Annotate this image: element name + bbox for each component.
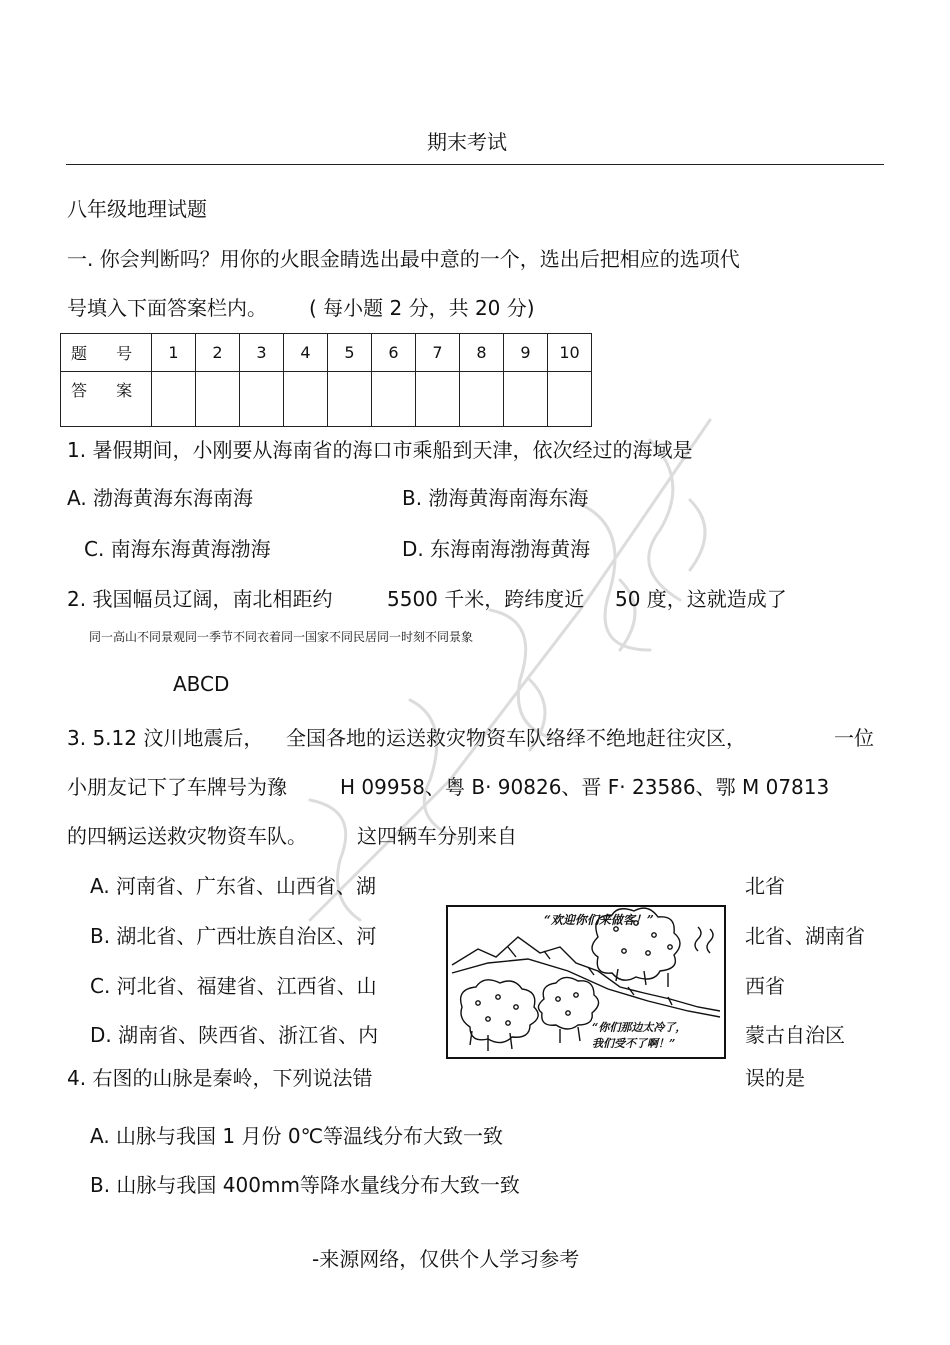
q2-options-compressed: 同一高山不同景观同一季节不同衣着同一国家不同民居同一时刻不同景象	[89, 630, 474, 644]
q1-option-c: C. 南海东海黄海渤海	[84, 537, 271, 561]
q3-option-d-right: 蒙古自治区	[745, 1023, 845, 1047]
q3-stem-line3a: 的四辆运送救灾物资车队。	[67, 824, 307, 848]
answer-label: 答 案	[61, 372, 152, 427]
question-number-cell: 2	[196, 334, 240, 372]
answer-cell[interactable]	[504, 372, 548, 427]
q3-option-c-left: C. 河北省、福建省、江西省、山	[90, 974, 377, 998]
q4-option-b: B. 山脉与我国 400mm等降水量线分布大致一致	[90, 1173, 520, 1197]
q3-option-c-right: 西省	[745, 974, 785, 998]
answer-cell[interactable]	[240, 372, 284, 427]
q3-stem-line1a: 3. 5.12 汶川地震后，	[67, 726, 264, 750]
q1-option-b: B. 渤海黄海南海东海	[402, 486, 589, 510]
section1-instruction-line2: 号填入下面答案栏内。	[67, 296, 267, 320]
footer-note: -来源网络，仅供个人学习参考	[312, 1247, 580, 1271]
q1-stem: 1. 暑假期间，小刚要从海南省的海口市乘船到天津，依次经过的海域是	[67, 438, 693, 462]
cartoon-caption-top: “欢迎你们来做客！”	[544, 913, 654, 927]
answer-cell[interactable]	[416, 372, 460, 427]
q3-option-b-left: B. 湖北省、广西壮族自治区、河	[90, 924, 377, 948]
question-number-cell: 5	[328, 334, 372, 372]
question-number-label: 题 号	[61, 334, 152, 372]
q4-option-a: A. 山脉与我国 1 月份 0℃等温线分布大致一致	[90, 1124, 504, 1148]
qinling-cartoon-figure	[446, 905, 726, 1059]
section1-instruction-line1: 一. 你会判断吗？用你的火眼金睛选出最中意的一个，选出后把相应的选项代	[67, 247, 740, 271]
q3-option-a-left: A. 河南省、广东省、山西省、湖	[90, 874, 377, 898]
answer-table-answer-row	[61, 372, 592, 427]
question-number-cell: 10	[548, 334, 592, 372]
q1-option-d: D. 东海南海渤海黄海	[402, 537, 591, 561]
question-number-cell: 7	[416, 334, 460, 372]
q4-stem-right: 误的是	[745, 1066, 805, 1090]
watermark-graphic	[150, 380, 750, 940]
question-number-cell: 3	[240, 334, 284, 372]
cartoon-caption-bottom-line2: 我们受不了啊！”	[592, 1037, 676, 1050]
answer-cell[interactable]	[196, 372, 240, 427]
cartoon-caption-bottom-line1: “你们那边太冷了，	[592, 1021, 687, 1034]
q2-stem-part1: 2. 我国幅员辽阔，南北相距约	[67, 587, 333, 611]
question-number-cell: 8	[460, 334, 504, 372]
section1-score-note: ( 每小题 2 分，共 20 分)	[309, 296, 535, 320]
q3-stem-line1c: 一位	[834, 726, 874, 750]
q3-option-b-right: 北省、湖南省	[745, 924, 865, 948]
answer-cell[interactable]	[548, 372, 592, 427]
q3-stem-line3b: 这四辆车分别来自	[357, 824, 517, 848]
page-header-title: 期末考试	[427, 130, 507, 154]
answer-table-header-row	[61, 334, 592, 372]
answer-table	[60, 333, 592, 427]
q3-option-d-left: D. 湖南省、陕西省、浙江省、内	[90, 1023, 379, 1047]
q3-license-plates: H 09958、粤 B· 90826、晋 F· 23586、鄂 M 07813	[340, 775, 830, 799]
question-number-cell: 6	[372, 334, 416, 372]
q2-stem-part3: 50 度，这就造成了	[615, 587, 787, 611]
q2-option-letters: ABCD	[173, 672, 230, 696]
question-number-cell: 1	[152, 334, 196, 372]
q3-stem-line2a: 小朋友记下了车牌号为豫	[67, 775, 287, 799]
question-number-cell: 9	[504, 334, 548, 372]
q3-option-a-right: 北省	[745, 874, 785, 898]
question-number-cell: 4	[284, 334, 328, 372]
q2-stem-part2: 5500 千米，跨纬度近	[387, 587, 585, 611]
q4-stem-left: 4. 右图的山脉是秦岭，下列说法错	[67, 1066, 373, 1090]
q3-stem-line1b: 全国各地的运送救灾物资车队络绎不绝地赶往灾区，	[286, 726, 746, 750]
q1-option-a: A. 渤海黄海东海南海	[67, 486, 254, 510]
answer-cell[interactable]	[460, 372, 504, 427]
header-divider	[66, 164, 884, 165]
answer-cell[interactable]	[372, 372, 416, 427]
document-title: 八年级地理试题	[67, 197, 207, 221]
answer-cell[interactable]	[152, 372, 196, 427]
answer-cell[interactable]	[284, 372, 328, 427]
answer-cell[interactable]	[328, 372, 372, 427]
